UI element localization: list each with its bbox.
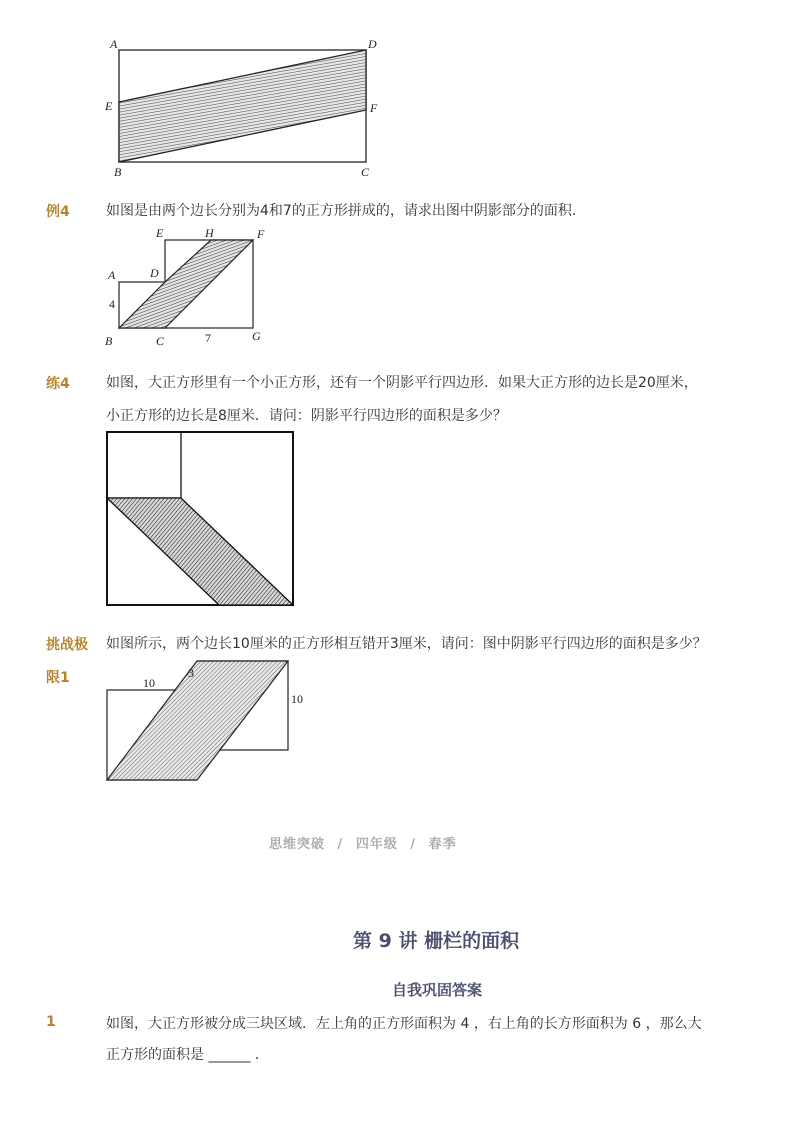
label-7: 7 [205, 331, 211, 345]
answer-section-title: 自我巩固答案 [392, 981, 483, 999]
footer-series: 思维突破 [269, 837, 326, 852]
lecture-title: 第 9 讲 栅栏的面积 [353, 930, 520, 952]
label-C: C [156, 334, 165, 348]
figure-square-parallelogram [100, 425, 300, 610]
question-1-line2: 正方形的面积是 ______ ． [106, 1047, 269, 1063]
figure-offset-squares [100, 660, 315, 785]
label-B: B [114, 165, 122, 179]
label-C: C [361, 165, 370, 179]
footer-separator: / [410, 837, 417, 852]
example-4-text: 如图是由两个边长分别为4和7的正方形拼成的，请求出图中阴影部分的面积． [106, 203, 586, 219]
example-4-label: 例4 [46, 204, 70, 220]
label-A: A [108, 268, 116, 282]
practice-4-line1: 如图，大正方形里有一个小正方形，还有一个阴影平行四边形．如果大正方形的边长是20厘米， [106, 375, 698, 391]
challenge-1-text: 如图所示，两个边长10厘米的正方形相互错开3厘米，请问：图中阴影平行四边形的面积是多少？ [106, 636, 707, 652]
label-D: D [150, 266, 159, 280]
challenge-1-label-line2: 限1 [46, 670, 70, 686]
label-F: F [370, 101, 378, 115]
page-footer [269, 833, 457, 852]
label-G: G [252, 329, 261, 343]
label-4: 4 [109, 297, 115, 311]
practice-4-label: 练4 [46, 376, 70, 392]
label-10-top: 10 [143, 676, 155, 690]
label-F: F [257, 227, 265, 241]
practice-4-line2: 小正方形的边长是8厘米．请问：阴影平行四边形的面积是多少？ [106, 408, 507, 424]
label-10-side: 10 [291, 692, 303, 706]
label-E: E [156, 226, 164, 240]
figure-two-squares [100, 222, 280, 350]
label-D: D [368, 37, 377, 51]
figure-rectangle-band [100, 30, 400, 185]
footer-grade: 四年级 [355, 837, 398, 852]
question-1-line1: 如图，大正方形被分成三块区域．左上角的正方形面积为 4 ，右上角的长方形面积为 6 ，那么大 [106, 1016, 702, 1032]
label-3: 3 [188, 666, 194, 680]
label-H: H [205, 226, 214, 240]
label-A: A [110, 37, 118, 51]
label-E: E [105, 99, 113, 113]
challenge-1-label-line1: 挑战极 [46, 637, 88, 653]
label-B: B [105, 334, 113, 348]
question-1-number: 1 [46, 1014, 56, 1030]
footer-separator: / [337, 837, 344, 852]
footer-term: 春季 [428, 837, 457, 852]
